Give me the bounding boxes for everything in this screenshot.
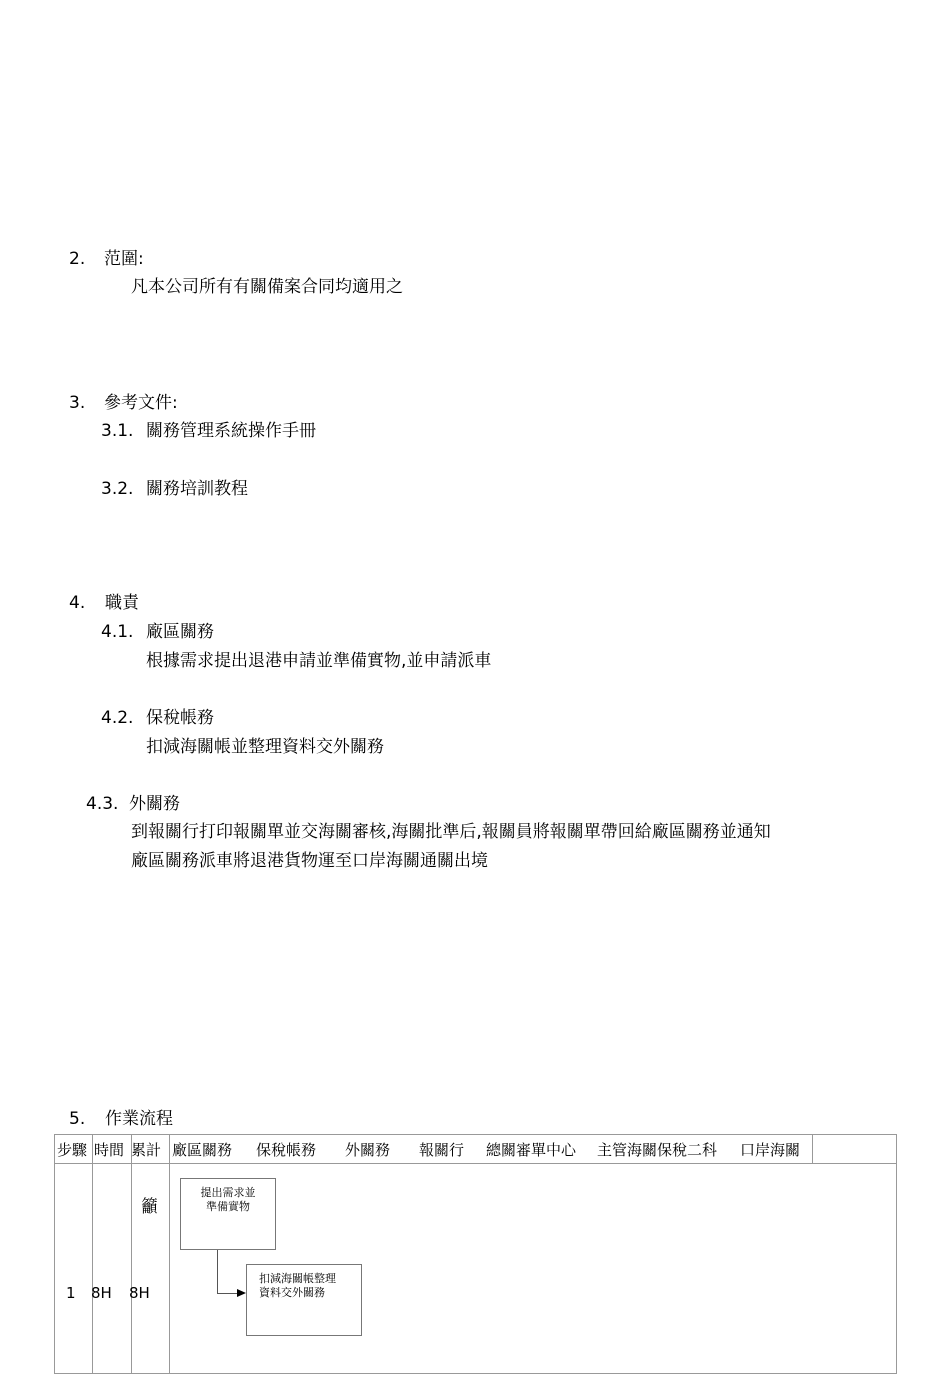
duty-item-description: 廠區關務派車將退港貨物運至口岸海關通關出境 (131, 851, 488, 871)
column-divider (169, 1135, 170, 1373)
duty-item-title: 外關務 (129, 794, 180, 814)
arrow-right-icon (237, 1289, 246, 1297)
section-3-number: 3. (69, 393, 86, 413)
flow-marker: 籲 (141, 1197, 158, 1217)
reference-item-text: 關務管理系統操作手冊 (146, 421, 316, 441)
flow-box-deduct-account (246, 1264, 362, 1336)
workflow-table (54, 1134, 897, 1374)
header-customs-broker: 報關行 (419, 1141, 465, 1159)
header-bonded-section: 主管海關保稅二科 (597, 1141, 718, 1159)
flow-box-prepare-goods (180, 1178, 276, 1250)
duty-item-description: 扣減海關帳並整理資料交外關務 (146, 737, 384, 757)
duty-item-number: 4.2. (101, 708, 134, 728)
header-bonded-accounts: 保稅帳務 (256, 1141, 317, 1159)
header-review-center: 總關審單中心 (486, 1141, 577, 1159)
table-header-divider (55, 1163, 896, 1164)
duty-item-title: 廠區關務 (146, 622, 214, 642)
row-step: 1 (66, 1284, 76, 1302)
column-divider (131, 1135, 132, 1373)
reference-item-number: 3.1. (101, 421, 134, 441)
flow-connector (217, 1250, 218, 1293)
column-divider (92, 1135, 93, 1373)
section-2-number: 2. (69, 249, 86, 269)
row-time: 8H (91, 1284, 112, 1302)
section-4-title: 職責 (105, 593, 139, 613)
section-4-number: 4. (69, 593, 86, 613)
section-3-title: 參考文件: (104, 393, 178, 413)
column-divider (812, 1135, 813, 1163)
flow-box-text: 資料交外關務 (259, 1286, 325, 1300)
section-2-title: 范圍: (104, 249, 144, 269)
flow-connector (217, 1293, 237, 1294)
duty-item-description: 到報關行打印報關單並交海關審核,海關批準后,報關員將報關單帶回給廠區關務並通知 (131, 822, 771, 842)
header-external-customs: 外關務 (345, 1141, 391, 1159)
header-port-customs: 口岸海關 (740, 1141, 801, 1159)
header-factory-customs: 廠區關務 (172, 1141, 233, 1159)
row-cumulative: 8H (129, 1284, 150, 1302)
section-2-body: 凡本公司所有有關備案合同均適用之 (131, 277, 403, 297)
flow-box-text: 扣減海關帳整理 (259, 1272, 336, 1285)
header-step: 步驟 (57, 1141, 88, 1159)
header-time: 時間 (94, 1141, 125, 1159)
section-5-number: 5. (69, 1109, 86, 1129)
duty-item-number: 4.1. (101, 622, 134, 642)
reference-item-text: 關務培訓教程 (146, 479, 248, 499)
section-5-title: 作業流程 (105, 1109, 173, 1129)
duty-item-number: 4.3. (86, 794, 119, 814)
reference-item-number: 3.2. (101, 479, 134, 499)
duty-item-title: 保稅帳務 (146, 708, 214, 728)
flow-box-text: 提出需求並 (200, 1186, 256, 1199)
header-cumulative: 累計 (131, 1141, 162, 1159)
duty-item-description: 根據需求提出退港申請並準備實物,並申請派車 (146, 651, 492, 671)
flow-box-text: 準備實物 (206, 1200, 250, 1214)
